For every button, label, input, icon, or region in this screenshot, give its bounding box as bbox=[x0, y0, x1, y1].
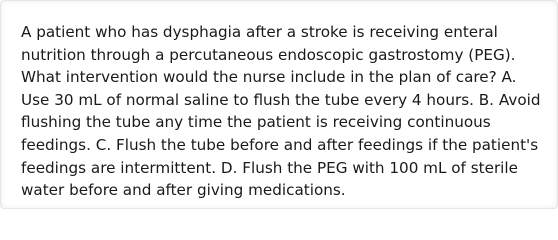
question-text: A patient who has dysphagia after a stroke is receiving enteral nutrition through a percutaneous endoscopic gastrostomy (PEG). What intervention would the nurse include in the plan of care? A. Use 30 mL of normal saline to flush the tube every 4 hours. B. Avoid flushing the tube any time the patient is receiving continuous feedings. C. Flush the tube before and after feedings if the patient's feedings are intermittent. D. Flush the PEG with 100 mL of sterile water before and after giving medications. bbox=[21, 23, 541, 200]
